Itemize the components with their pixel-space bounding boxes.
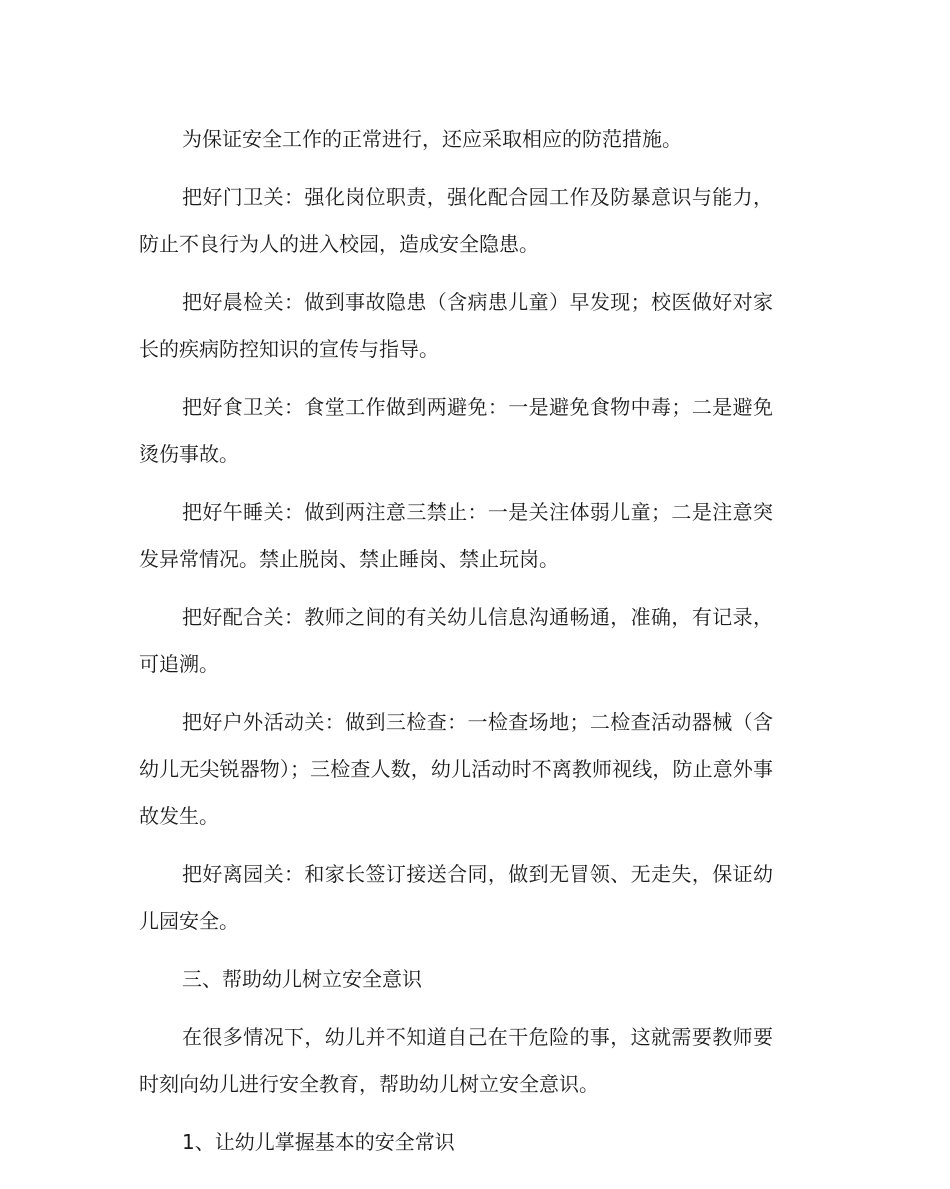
paragraph-coordination: 把好配合关：教师之间的有关幼儿信息沟通畅通，准确，有记录，可追溯。 <box>139 605 773 676</box>
paragraph-departure: 把好离园关：和家长签订接送合同，做到无冒领、无走失，保证幼儿园安全。 <box>139 862 773 933</box>
paragraph-outdoor-activity: 把好户外活动关：做到三检查：一检查场地；二检查活动器械（含幼儿无尖锐器物）；三检查人数，幼儿活动时不离教师视线，防止意外事故发生。 <box>139 710 773 828</box>
paragraph-food-hygiene: 把好食卫关：食堂工作做到两避免：一是避免食物中毒；二是避免烫伤事故。 <box>139 395 773 466</box>
paragraph-morning-check: 把好晨检关：做到事故隐患（含病患儿童）早发现；校医做好对家长的疾病防控知识的宣传与指导。 <box>139 290 773 361</box>
paragraph-gate-guard: 把好门卫关：强化岗位职责，强化配合园工作及防暴意识与能力，防止不良行为人的进入校园，造成安全隐患。 <box>139 185 773 256</box>
document-body <box>139 116 773 1177</box>
section-heading-safety-awareness: 三、帮助幼儿树立安全意识 <box>182 967 422 991</box>
paragraph-prevention-measures: 为保证安全工作的正常进行，还应采取相应的防范措施。 <box>182 127 682 151</box>
subheading-basic-safety-knowledge: 1、让幼儿掌握基本的安全常识 <box>182 1130 455 1154</box>
paragraph-nap-time: 把好午睡关：做到两注意三禁止：一是关注体弱儿童；二是注意突发异常情况。禁止脱岗、禁止睡岗、禁止玩岗。 <box>139 500 773 571</box>
paragraph-safety-education: 在很多情况下，幼儿并不知道自己在干危险的事，这就需要教师要时刻向幼儿进行安全教育，帮助幼儿树立安全意识。 <box>139 1025 773 1096</box>
